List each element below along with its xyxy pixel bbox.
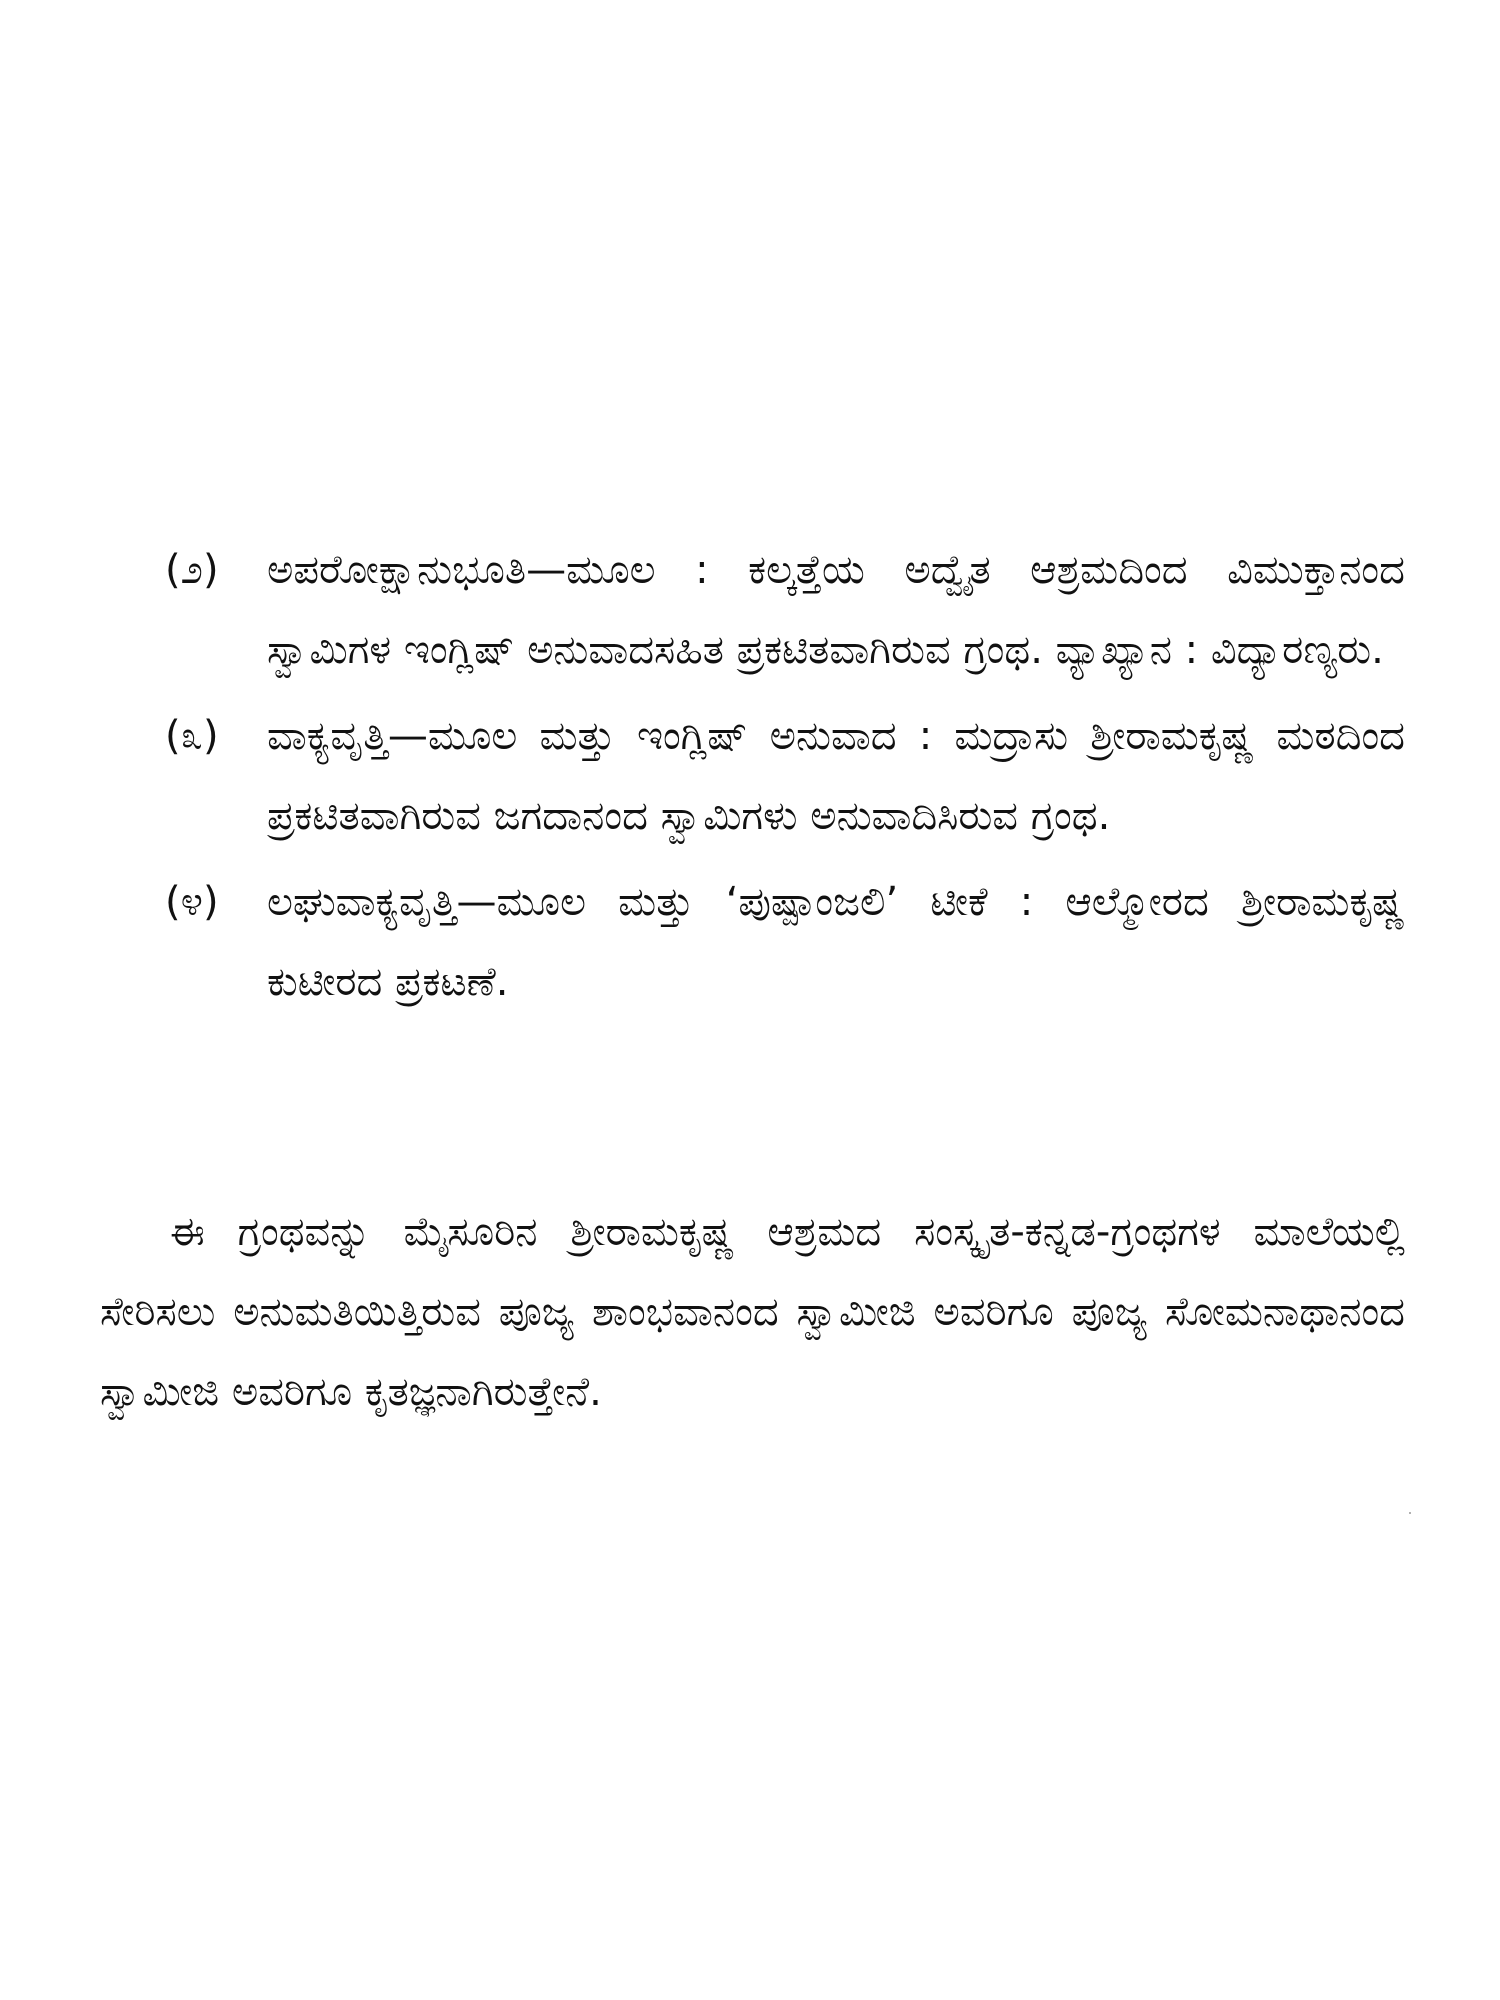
list-item xyxy=(165,862,1405,1022)
list-item xyxy=(165,696,1405,856)
list-item-number: (೪) xyxy=(165,879,219,925)
list-item-text: ಅಪರೋಕ್ಷಾನುಭೂತಿ—ಮೂಲ : ಕಲ್ಕತ್ತೆಯ ಅದ್ವೈತ ಆಶ್ರಮದಿಂದ ವಿಮುಕ್ತಾನಂದ ಸ್ವಾಮಿಗಳ ಇಂಗ್ಲಿಷ್ ಅನುವಾದಸಹಿತ ಪ್ರಕಟಿತವಾಗಿರುವ ಗ್ರಂಥ. ವ್ಯಾಖ್ಯಾನ : ವಿದ್ಯಾರಣ್ಯರು. xyxy=(267,547,1405,673)
reference-list xyxy=(165,530,1405,1028)
list-item-number: (೨) xyxy=(165,547,219,593)
list-item-text: ಲಘುವಾಕ್ಯವೃತ್ತಿ—ಮೂಲ ಮತ್ತು ‘ಪುಷ್ಪಾಂಜಲಿ’ ಟೀಕೆ : ಆಲ್ಮೋರದ ಶ್ರೀರಾಮಕೃಷ್ಣ ಕುಟೀರದ ಪ್ರಕಟಣೆ. xyxy=(267,879,1405,1005)
list-item xyxy=(165,530,1405,690)
scan-speck xyxy=(1409,1512,1411,1514)
list-item-text: ವಾಕ್ಯವೃತ್ತಿ—ಮೂಲ ಮತ್ತು ಇಂಗ್ಲಿಷ್ ಅನುವಾದ : ಮದ್ರಾಸು ಶ್ರೀರಾಮಕೃಷ್ಣ ಮಠದಿಂದ ಪ್ರಕಟಿತವಾಗಿರುವ ಜಗದಾನಂದ ಸ್ವಾಮಿಗಳು ಅನುವಾದಿಸಿರುವ ಗ್ರಂಥ. xyxy=(267,713,1405,839)
list-item-number: (೩) xyxy=(165,713,219,759)
acknowledgement-paragraph: ಈ ಗ್ರಂಥವನ್ನು ಮೈಸೂರಿನ ಶ್ರೀರಾಮಕೃಷ್ಣ ಆಶ್ರಮದ ಸಂಸ್ಕೃತ-ಕನ್ನಡ-ಗ್ರಂಥಗಳ ಮಾಲೆಯಲ್ಲಿ ಸೇರಿಸಲು ಅನುಮತಿಯಿತ್ತಿರುವ ಪೂಜ್ಯ ಶಾಂಭವಾನಂದ ಸ್ವಾಮೀಜಿ ಅವರಿಗೂ ಪೂಜ್ಯ ಸೋಮನಾಥಾನಂದ ಸ್ವಾಮೀಜಿ ಅವರಿಗೂ ಕೃತಜ್ಞನಾಗಿರುತ್ತೇನೆ. xyxy=(100,1209,1405,1415)
